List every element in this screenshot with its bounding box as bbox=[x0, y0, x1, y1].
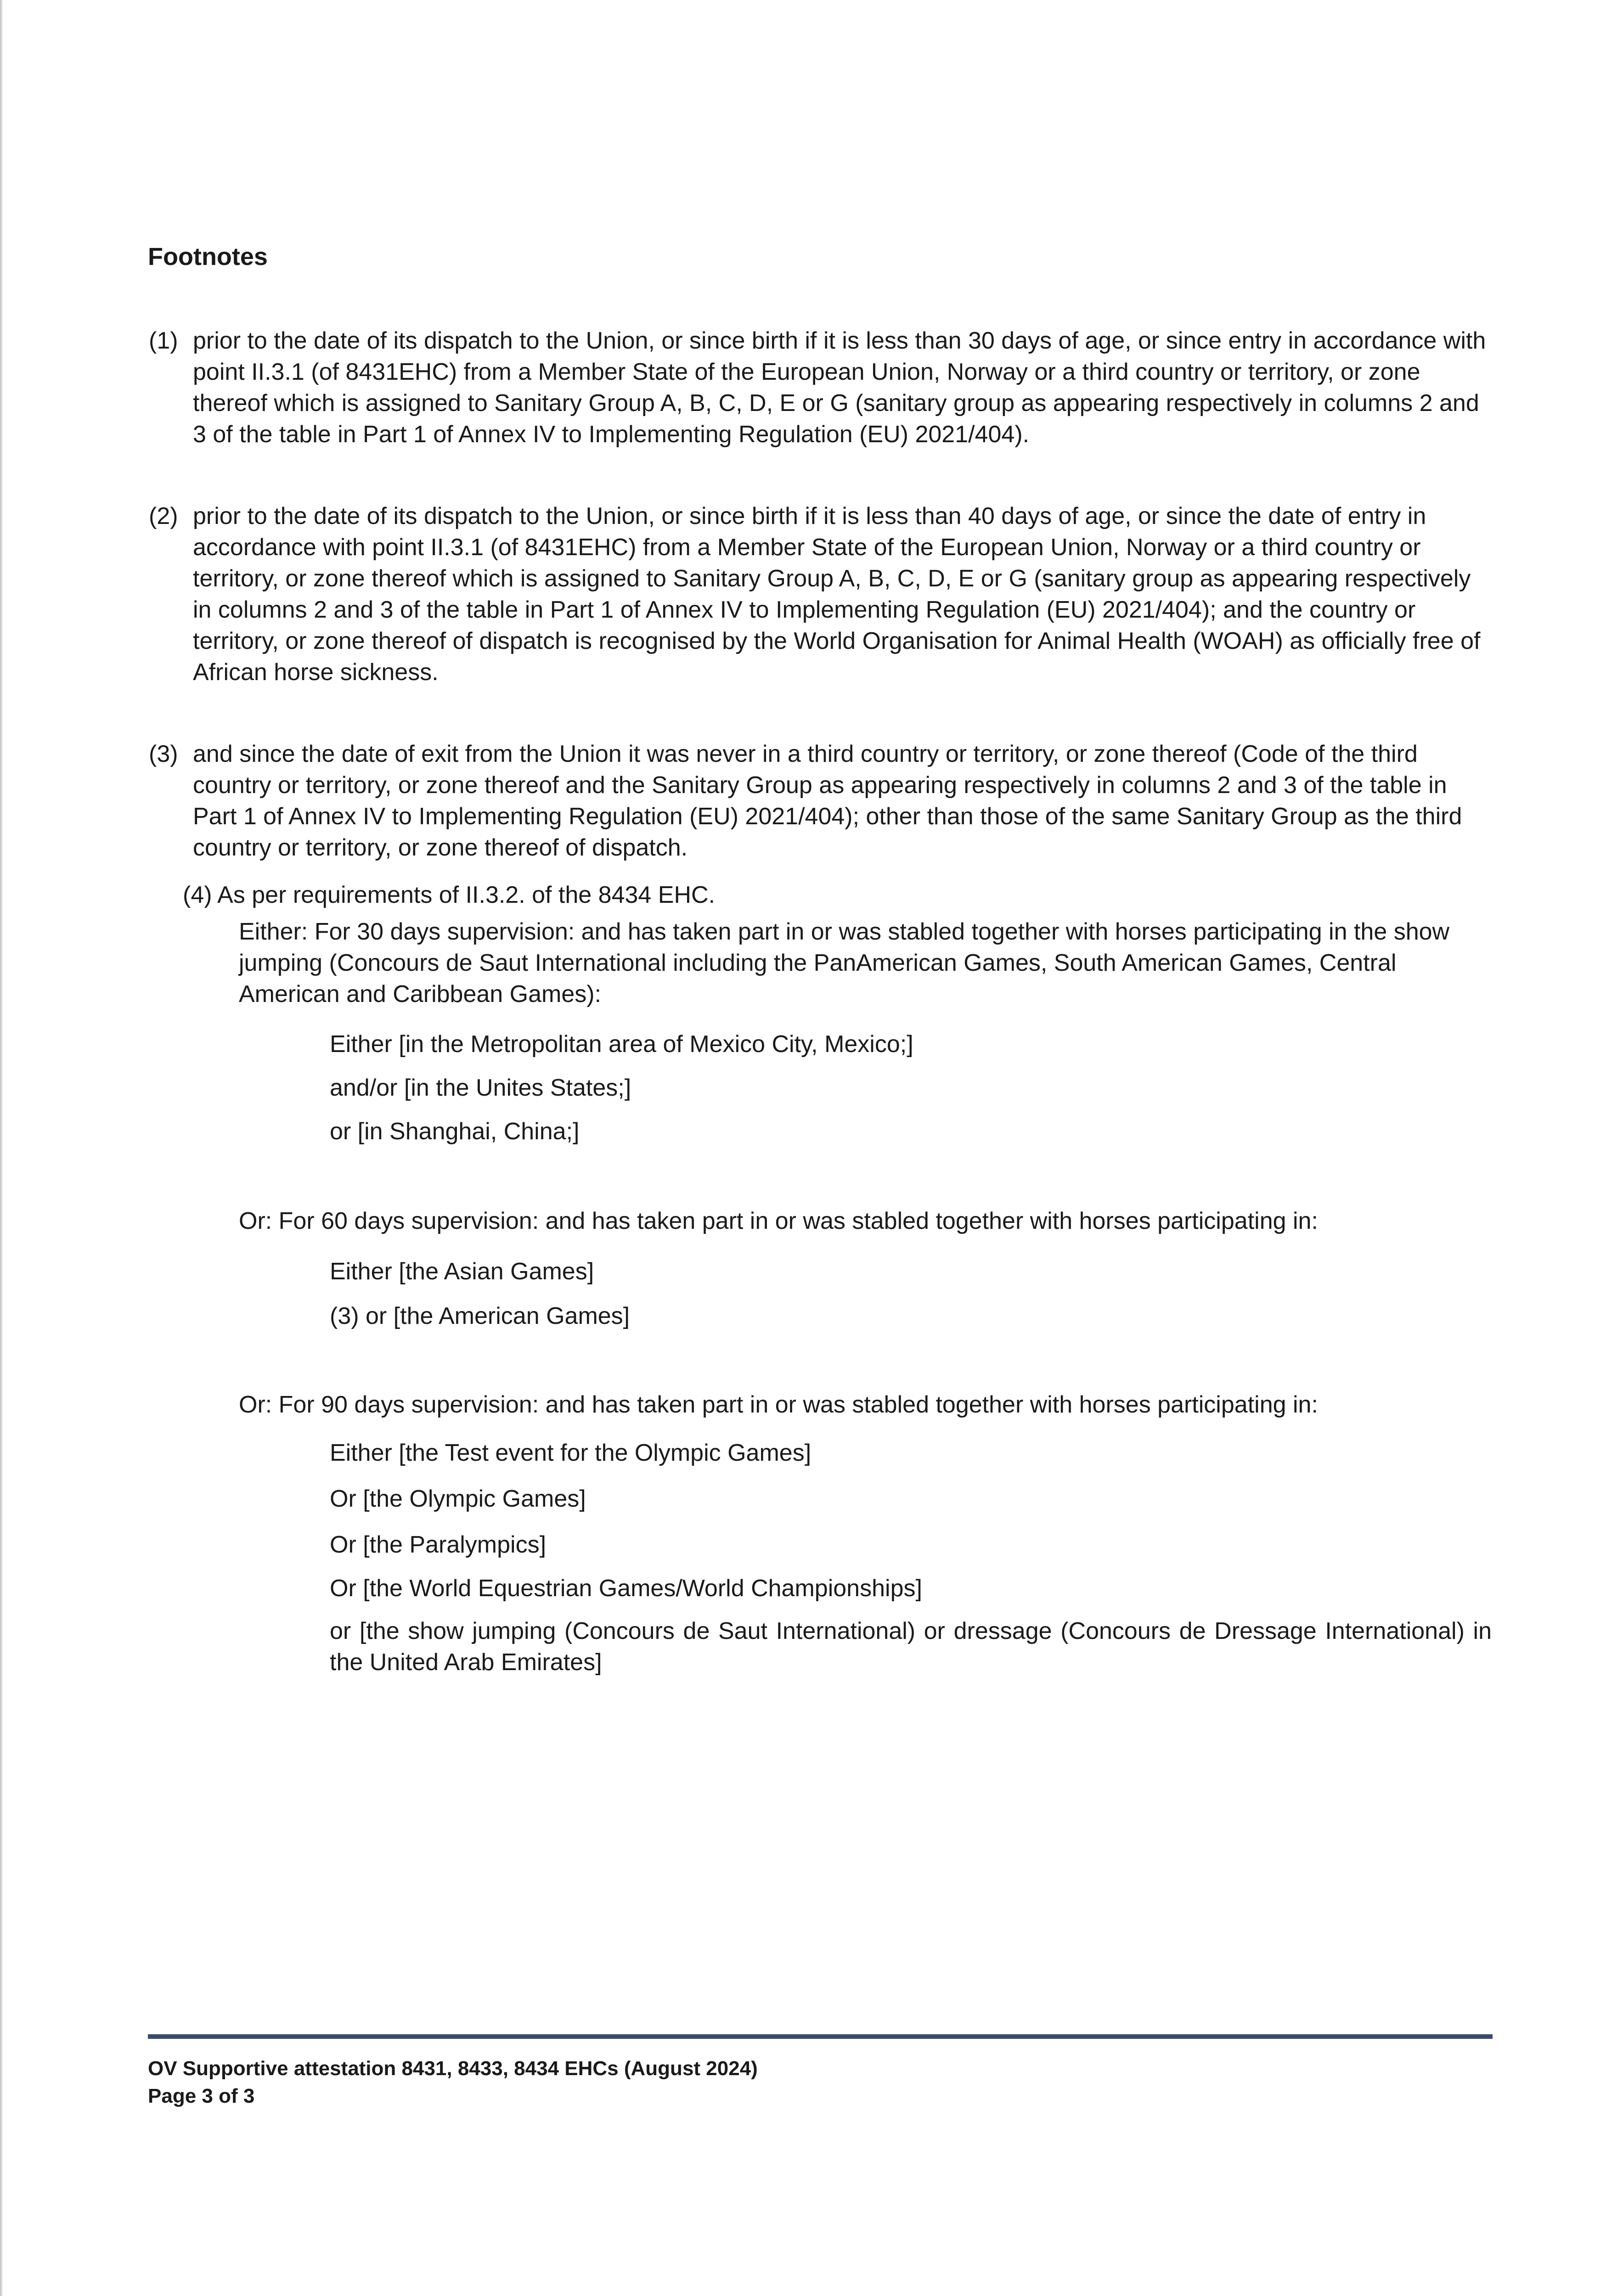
footnote-text: prior to the date of its dispatch to the Union, or since birth if it is less than 40 days of age, or since the date of entry in accordance with point II.3.1 (of 8431EHC) from a Member State of the European Union, Norway or a third country or territory, or zone thereof which is assigned to Sanitary Group A, B, C, D, E or G (sanitary group as appearing respectively in columns 2 and 3 of the table in Part 1 of Annex IV to Implementing Regulation (EU) 2021/404); and the country or territory, or zone thereof of dispatch is recognised by the World Organisation for Animal Health (WOAH) as officially free of African horse sickness. bbox=[193, 503, 1481, 686]
supervision-90-item: Or [the Olympic Games] bbox=[330, 1486, 586, 1512]
footer-divider bbox=[148, 2034, 1493, 2039]
footnote-number: (2) bbox=[149, 503, 178, 529]
supervision-90-item: Either [the Test event for the Olympic Games] bbox=[330, 1440, 812, 1466]
footer-document-title: OV Supportive attestation 8431, 8433, 8434 EHCs (August 2024) bbox=[148, 2057, 758, 2080]
footnote-text: and since the date of exit from the Union it was never in a third country or territory, or zone thereof (Code of the third country or territory, or zone thereof and the Sanitary Group as appearing respectively in columns 2 and 3 of the table in Part 1 of Annex IV to Implementing Regulation (EU) 2021/404); other than those of the same Sanitary Group as the third country or territory, or zone thereof of dispatch. bbox=[193, 741, 1462, 861]
supervision-60-item: (3) or [the American Games] bbox=[330, 1303, 630, 1329]
footnote-text: prior to the date of its dispatch to the Union, or since birth if it is less than 30 days of age, or since entry in accordance with point II.3.1 (of 8431EHC) from a Member State of the European Union, Norway or a third country or territory, or zone thereof which is assigned to Sanitary Group A, B, C, D, E or G (sanitary group as appearing respectively in columns 2 and 3 of the table in Part 1 of Annex IV to Implementing Regulation (EU) 2021/404). bbox=[193, 327, 1486, 448]
footnote-number: (3) bbox=[149, 741, 178, 767]
supervision-30-item: or [in Shanghai, China;] bbox=[330, 1118, 580, 1145]
supervision-30-item: Either [in the Metropolitan area of Mexico City, Mexico;] bbox=[330, 1031, 913, 1058]
footnote-4-heading: (4) As per requirements of II.3.2. of the 8434 EHC. bbox=[183, 882, 716, 908]
footnote-number: (1) bbox=[149, 327, 178, 354]
supervision-90-intro: Or: For 90 days supervision: and has taken part in or was stabled together with horses participating in: bbox=[239, 1391, 1318, 1418]
footnotes-heading: Footnotes bbox=[148, 243, 268, 270]
supervision-90-item: Or [the World Equestrian Games/World Championships] bbox=[330, 1575, 922, 1602]
footnote-1 bbox=[149, 325, 1488, 450]
footnote-2 bbox=[149, 501, 1488, 688]
supervision-30-intro: Either: For 30 days supervision: and has taken part in or was stabled together with horses participating in the show jumping (Concours de Saut International including the PanAmerican Games, South American Games, Central American and Caribbean Games): bbox=[239, 918, 1450, 1007]
footer-page-number: Page 3 of 3 bbox=[148, 2085, 255, 2107]
supervision-60-item: Either [the Asian Games] bbox=[330, 1258, 594, 1285]
supervision-30-item: and/or [in the Unites States;] bbox=[330, 1075, 631, 1101]
supervision-90-item: or [the show jumping (Concours de Saut International) or dressage (Concours de Dressage International) in the United Arab Emirates] bbox=[330, 1618, 1492, 1676]
footnote-3 bbox=[149, 738, 1488, 863]
supervision-90-item: Or [the Paralympics] bbox=[330, 1531, 547, 1558]
supervision-60-intro: Or: For 60 days supervision: and has taken part in or was stabled together with horses participating in: bbox=[239, 1208, 1318, 1234]
page-edge-shadow bbox=[0, 0, 3, 2296]
